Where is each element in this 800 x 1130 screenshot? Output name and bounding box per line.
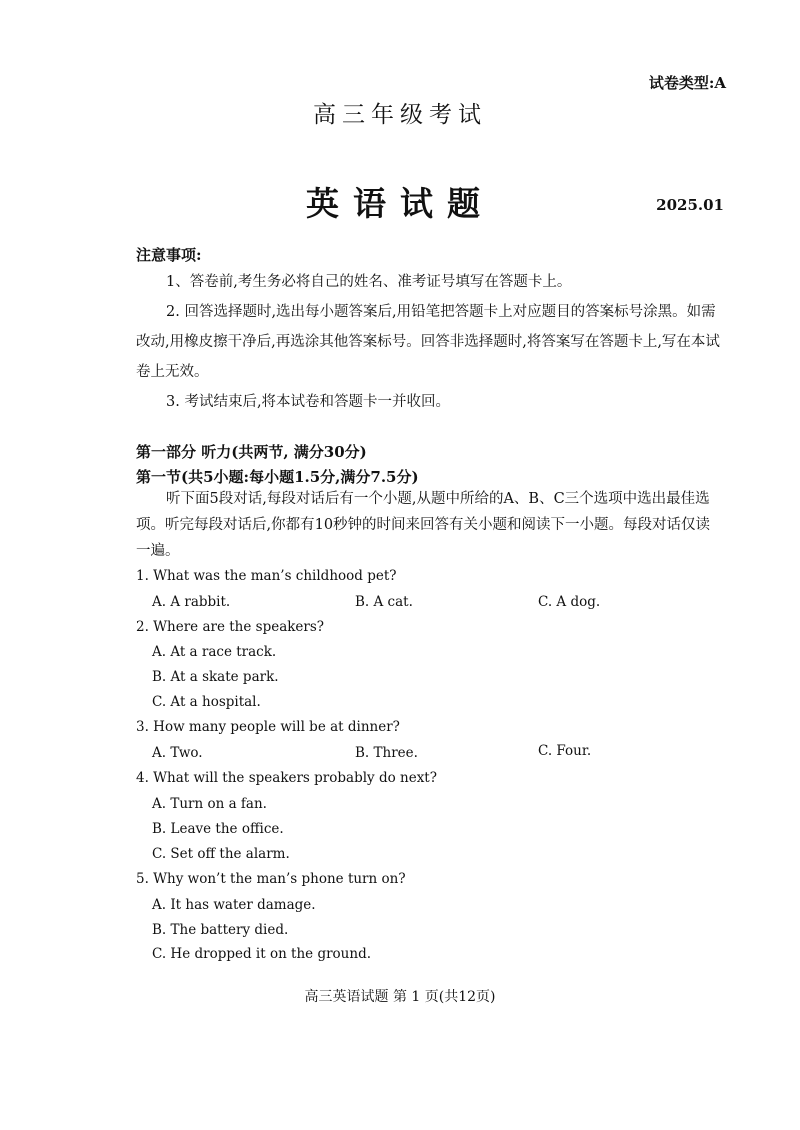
question-2: 2. Where are the speakers? bbox=[136, 619, 325, 635]
question-4-option-c: C. Set off the alarm. bbox=[152, 846, 290, 862]
section-heading: 第一节(共5小题:每小题1.5分,满分7.5分) bbox=[136, 468, 419, 486]
note-item-2: 2. 回答选择题时,选出每小题答案后,用铅笔把答题卡上对应题目的答案标号涂黑。如需改动,用橡皮擦干净后,再选涂其他答案标号。回答非选择题时,将答案写在答题卡上,写在本试卷上无效。 bbox=[136, 304, 720, 380]
exam-title: 高三年级考试 bbox=[313, 102, 487, 128]
note-item-1: 1、答卷前,考生务必将自己的姓名、准考证号填写在答题卡上。 bbox=[166, 274, 572, 290]
question-4-option-b: B. Leave the office. bbox=[152, 821, 284, 837]
question-1: 1. What was the man’s childhood pet? bbox=[136, 568, 397, 584]
question-3-option-b: B. Three. bbox=[355, 745, 418, 761]
question-5-option-c: C. He dropped it on the ground. bbox=[152, 946, 372, 962]
question-3-option-a: A. Two. bbox=[152, 745, 203, 761]
question-4-option-a: A. Turn on a fan. bbox=[152, 796, 267, 812]
question-1-option-a: A. A rabbit. bbox=[152, 594, 231, 610]
subject-title: 英语试题 bbox=[306, 184, 494, 223]
page-footer: 高三英语试题 第 1 页(共12页) bbox=[304, 989, 496, 1005]
note-item-3: 3. 考试结束后,将本试卷和答题卡一并收回。 bbox=[166, 394, 451, 410]
question-4: 4. What will the speakers probably do next? bbox=[136, 770, 437, 786]
question-3: 3. How many people will be at dinner? bbox=[136, 719, 400, 735]
section-instruction: 听下面5段对话,每段对话后有一个小题,从题中所给的A、B、C三个选项中选出最佳选项。听完每段对话后,你都有10秒钟的时间来回答有关小题和阅读下一小题。每段对话仅读一遍。 bbox=[136, 491, 711, 559]
notes-heading: 注意事项: bbox=[136, 246, 202, 264]
question-3-option-c: C. Four. bbox=[538, 743, 592, 759]
question-5: 5. Why won’t the man’s phone turn on? bbox=[136, 871, 406, 887]
paper-type-label: 试卷类型:A bbox=[648, 74, 726, 92]
question-5-option-a: A. It has water damage. bbox=[152, 897, 316, 913]
exam-date: 2025.01 bbox=[656, 196, 724, 214]
question-5-option-b: B. The battery died. bbox=[152, 922, 289, 938]
question-2-option-a: A. At a race track. bbox=[152, 644, 277, 660]
question-1-option-c: C. A dog. bbox=[538, 594, 601, 610]
question-2-option-c: C. At a hospital. bbox=[152, 694, 261, 710]
question-1-option-b: B. A cat. bbox=[355, 594, 413, 610]
question-2-option-b: B. At a skate park. bbox=[152, 669, 279, 685]
part-heading: 第一部分 听力(共两节, 满分30分) bbox=[136, 443, 367, 461]
